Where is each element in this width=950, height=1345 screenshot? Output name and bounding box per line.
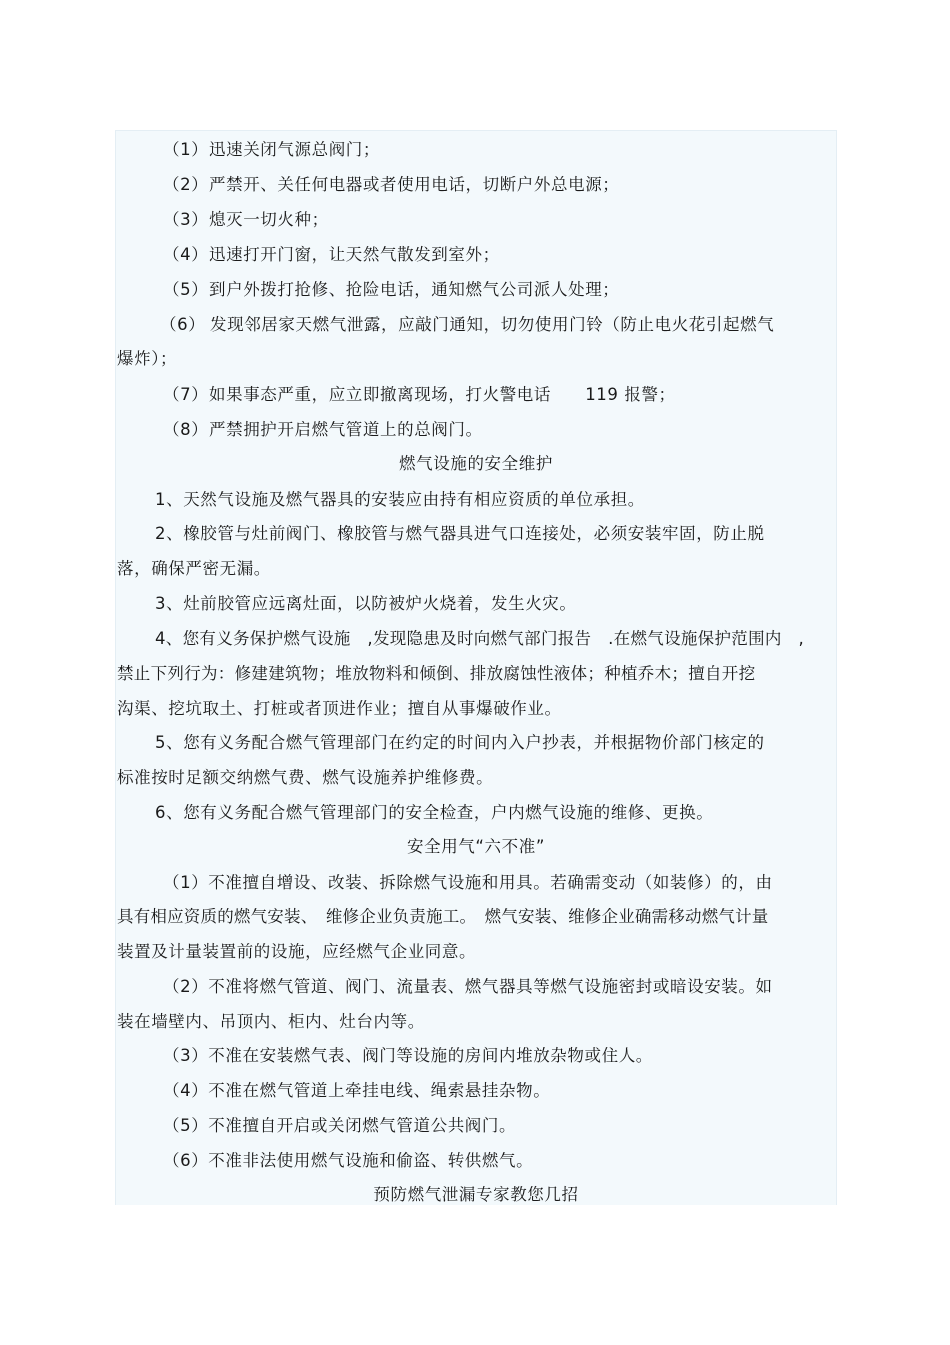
section-heading-prevention: 预防燃气泄漏专家教您几招 (373, 1185, 579, 1204)
paragraph-line: 1、天然气设施及燃气器具的安装应由持有相应资质的单位承担。 (155, 490, 645, 509)
paragraph-line: 标准按时足额交纳燃气费、燃气设施养护维修费。 (117, 768, 494, 787)
item-number: （2） (163, 175, 209, 194)
item-text: 迅速关闭气源总阀门； (209, 140, 380, 159)
item-number: （5） (163, 280, 209, 299)
paragraph-line: 6、您有义务配合燃气管理部门的安全检查，户内燃气设施的维修、更换。 (155, 803, 714, 822)
item-text: 严禁拥护开启燃气管道上的总阀门。 (209, 420, 483, 439)
paragraph-line: 具有相应资质的燃气安装、 维修企业负责施工。 燃气安装、维修企业确需移动燃气计量 (117, 907, 769, 926)
item-text: 到户外拨打抢修、抢险电话，通知燃气公司派人处理； (209, 280, 620, 299)
section-heading-six-rules: 安全用气“六不准” (407, 837, 545, 856)
list-item (163, 384, 676, 406)
paragraph-line: （1）不准擅自增设、改装、拆除燃气设施和用具。若确需变动（如装修）的，由 (163, 873, 773, 892)
paragraph-line: （4）不准在燃气管道上牵挂电线、绳索悬挂杂物。 (163, 1081, 551, 1100)
paragraph-line: 落，确保严密无漏。 (117, 559, 271, 578)
list-item (163, 244, 500, 266)
item-number: （4） (163, 245, 209, 264)
paragraph-line: 沟渠、挖坑取土、打桩或者顶进作业；擅自从事爆破作业。 (117, 699, 562, 718)
list-item (163, 174, 619, 196)
item-text: 熄灭一切火种； (209, 210, 329, 229)
paragraph-line: 3、灶前胶管应远离灶面，以防被炉火烧着，发生火灾。 (155, 594, 577, 613)
list-item-continuation: 爆炸）； (117, 349, 178, 368)
paragraph-line: 2、橡胶管与灶前阀门、橡胶管与燃气器具进气口连接处，必须安装牢固，防止脱 (155, 524, 765, 543)
item-number: （3） (163, 210, 209, 229)
list-item (163, 139, 380, 161)
section-heading-maintenance: 燃气设施的安全维护 (399, 454, 553, 473)
item-number: （1） (163, 140, 209, 159)
item-number: （6） (160, 315, 206, 334)
item-text: 发现邻居家天燃气泄露，应敲门通知，切勿使用门铃（防止电火花引起燃气 (210, 315, 775, 334)
paragraph-line: （5）不准擅自开启或关闭燃气管道公共阀门。 (163, 1116, 517, 1135)
paragraph-line: （2）不准将燃气管道、阀门、流量表、燃气器具等燃气设施密封或暗设安装。如 (163, 977, 773, 996)
paragraph-line: 5、您有义务配合燃气管理部门在约定的时间内入户抄表，并根据物价部门核定的 (155, 733, 765, 752)
paragraph-line: 装置及计量装置前的设施，应经燃气企业同意。 (117, 942, 477, 961)
item-number: （7） (163, 385, 209, 404)
paragraph-line: 4、您有义务保护燃气设施 ,发现隐患及时向燃气部门报告 .在燃气设施保护范围内 , (155, 629, 805, 648)
paragraph-line: 装在墙壁内、吊顶内、柜内、灶台内等。 (117, 1012, 425, 1031)
list-item (160, 314, 774, 336)
item-number: （8） (163, 420, 209, 439)
list-item (163, 209, 329, 231)
list-item (163, 419, 483, 441)
paragraph-line: （6）不准非法使用燃气设施和偷盗、转供燃气。 (163, 1151, 534, 1170)
list-item (163, 279, 619, 301)
item-text: 如果事态严重，应立即撤离现场，打火警电话 119 报警； (209, 385, 676, 404)
item-text: 严禁开、关任何电器或者使用电话，切断户外总电源； (209, 175, 620, 194)
paragraph-line: 禁止下列行为：修建建筑物；堆放物料和倾倒、排放腐蚀性液体；种植乔木；擅自开挖 (117, 664, 756, 683)
paragraph-line: （3）不准在安装燃气表、阀门等设施的房间内堆放杂物或住人。 (163, 1046, 653, 1065)
item-text: 迅速打开门窗，让天然气散发到室外； (209, 245, 500, 264)
